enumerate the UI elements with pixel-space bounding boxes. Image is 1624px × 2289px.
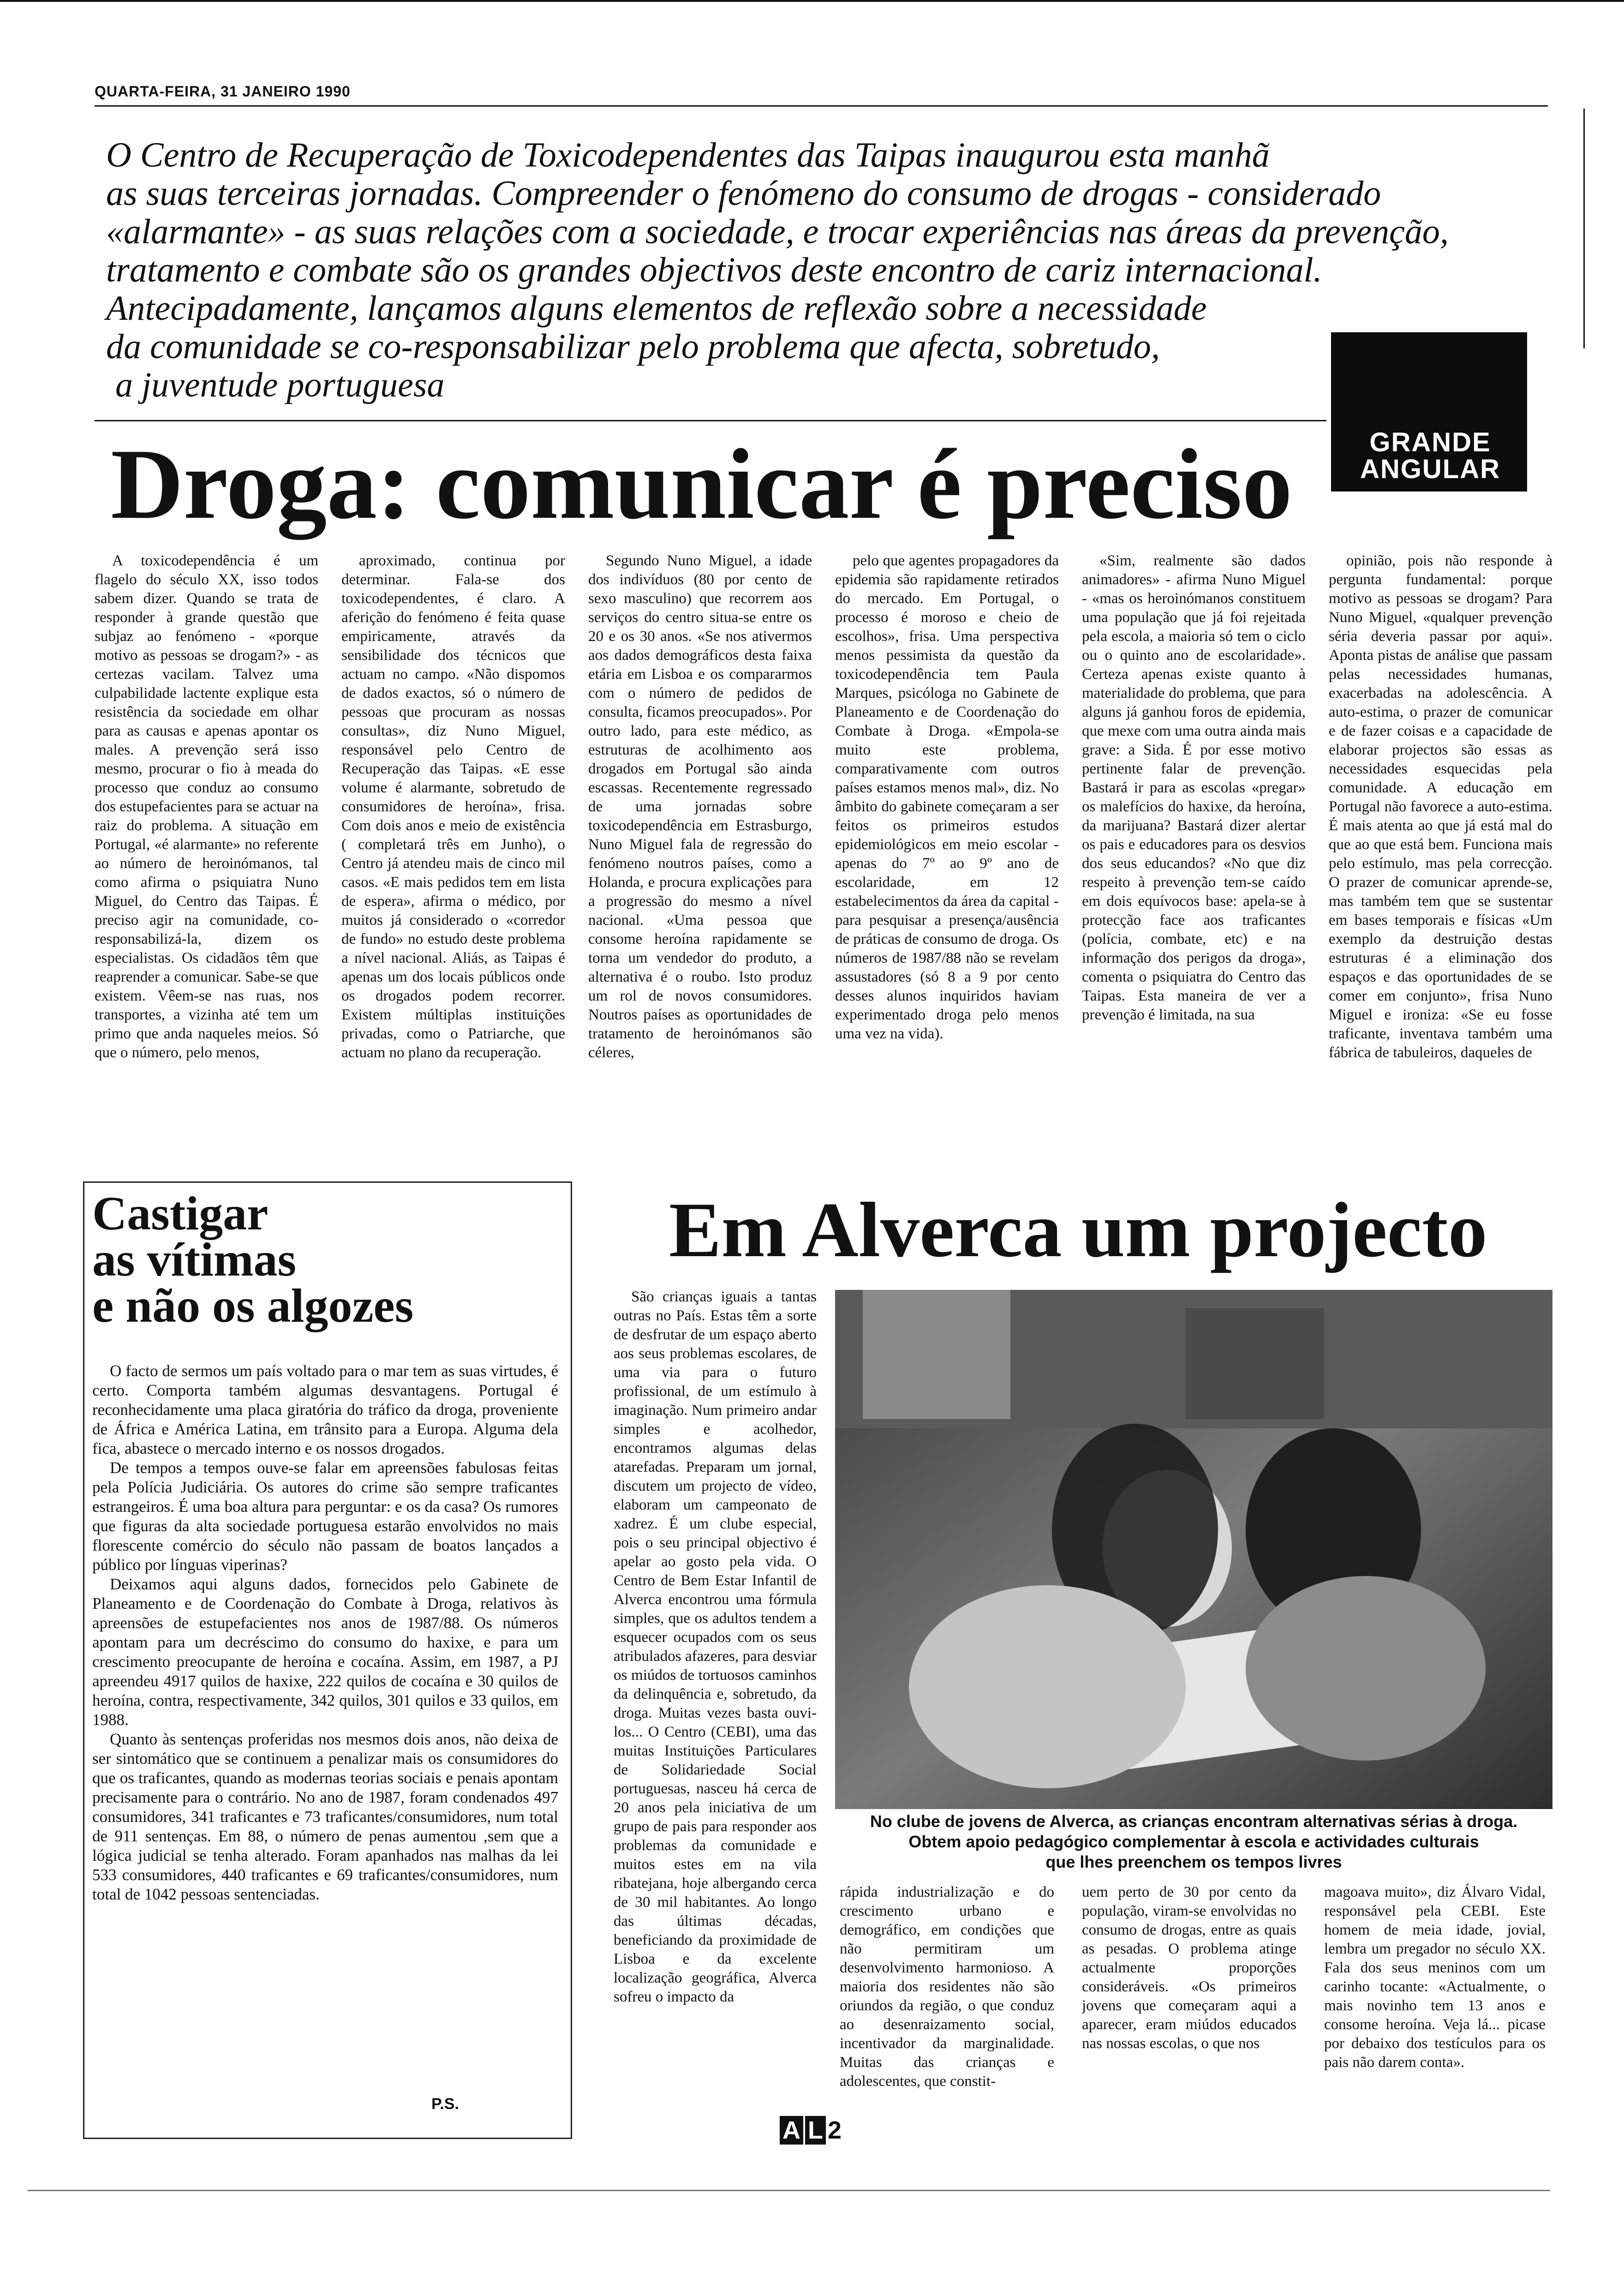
sidebar-headline bbox=[92, 1187, 554, 1332]
section-badge-line: GRANDE bbox=[1369, 427, 1491, 457]
article-text: Segundo Nuno Miguel, a idade dos indivíduos (80 por cento de sexo masculino) que recorrem aos serviços do centro situa-se entre os 20 e os 30 anos. «Se nos ativermos aos dados demográficos desta faixa etária em Lisboa e os compararmos com o número de pedidos de consulta, ficamos preocupados». Por outro lado, para este médico, as estruturas de acolhimento aos drogados em Portugal são ainda escassas. Recentemente regressado de uma jornadas sobre toxicodependência em Estrasburgo, Nuno Miguel fala de regressão do fenómeno noutros países, como a Holanda, e procura explicações para a progressão do mesmo a nível nacional. «Uma pessoa que consome heroína rapidamente se torna um vendedor do produto, a alternativa é o roubo. Isto produz um rol de novos consumidores. Noutros países as oportunidades de tratamento de heroinómanos são céleres, bbox=[588, 552, 812, 1061]
main-headline: Droga: comunicar é preciso bbox=[111, 429, 1293, 540]
sidebar-paragraph: De tempos a tempos ouve-se falar em apreensões fabulosas feitas pela Polícia Judiciária. Os autores do crime são sempre traficantes estrangeiros. É uma boa altura para perguntar: e os da casa? Os rumores que figuras da alta sociedade portuguesa estarão envolvidos no mais florescente comércio do século não passam de boatos lançados a público por línguas viperinas? bbox=[92, 1459, 558, 1574]
issue-date: QUARTA-FEIRA, 31 JANEIRO 1990 bbox=[95, 83, 351, 100]
sidebar-headline-line: e não os algozes bbox=[92, 1279, 414, 1332]
intro-line: as suas terceiras jornadas. Compreender o fenómeno do consumo de drogas - considerado bbox=[106, 174, 1381, 213]
article-column-3 bbox=[588, 551, 812, 1163]
sidebar-paragraph: Quanto às sentenças proferidas nos mesmos dois anos, não deixa de ser sintomático que se continuem a penalizar mais os consumidores do que os traficantes, quando as modernas teorias sociais e penais apontam precisamente para o contrário. No ano de 1987, foram condenados 497 consumidores, 341 traficantes e 73 traficantes/consumidores, num total de 911 sentenças. Em 88, o número de penas aumentou ,sem que a lógica judicial se tenha alterado. Foram apanhados nas malhas da lei 533 consumidores, 440 traficantes e 69 traficantes/consumidores, num total de 1042 pessoas sentenciadas. bbox=[92, 1730, 558, 1903]
page-folio bbox=[780, 2116, 842, 2145]
intro-line: «alarmante» - as suas relações com a sociedade, e trocar experiências nas áreas da prevenção, bbox=[106, 212, 1449, 251]
main-article-columns bbox=[95, 551, 1552, 1163]
sidebar-paragraph: Deixamos aqui alguns dados, fornecidos pelo Gabinete de Planeamento e de Coordenação do Combate à Droga, relativos às apreensões de estupefacientes nos anos de 1987/88. Os números apontam para um decréscimo do consumo do haxixe, e para um crescimento preocupante de heroína e cocaína. Assim, em 1987, a PJ apreendeu 4917 quilos de haxixe, 222 quilos de cocaína e 30 quilos de heroína, contra, respectivamente, 342 quilos, 301 quilos e 33 quilos, em 1988. bbox=[92, 1575, 558, 1729]
article-text: uem perto de 30 por cento da população, viram-se envolvidas no consumo de drogas, entre as quais as pesadas. O problema atinge actualmente proporções consideráveis. «Os primeiros jovens que começaram aqui a aparecer, eram miúdos educados nas nossas escolas, o que nos bbox=[1082, 1884, 1296, 2052]
sidebar-body bbox=[92, 1361, 558, 2074]
intro-right-rule bbox=[1583, 108, 1585, 348]
second-article-column-1 bbox=[614, 1288, 817, 2109]
article-text: magoava muito», diz Álvaro Vidal, responsável pela CEBI. Este homem de meia idade, jovial, lembra um pregador no século XX. Fala dos seus meninos com um carinho tocante: «Actualmente, o mais novinho tem 13 anos e consome heroína. Veja lá... picase por debaixo dos testículos para os pais não darem conta». bbox=[1324, 1884, 1546, 2071]
article-column-4 bbox=[835, 551, 1059, 1163]
bottom-scan-rule bbox=[28, 2190, 1550, 2191]
intro-line: a juventude portuguesa bbox=[115, 366, 445, 404]
section-badge-line: ANGULAR bbox=[1360, 454, 1500, 484]
article-column-1 bbox=[95, 551, 318, 1163]
logo-letter: A bbox=[780, 2116, 803, 2145]
article-column-6 bbox=[1329, 551, 1552, 1163]
caption-line: Obtem apoio pedagógico complementar à escola e actividades culturais bbox=[908, 1832, 1479, 1851]
caption-line: que lhes preenchem os tempos livres bbox=[1045, 1852, 1342, 1871]
photo-illustration bbox=[835, 1290, 1552, 1809]
second-article-column-4 bbox=[1324, 1883, 1546, 2118]
article-text: opinião, pois não responde à pergunta fundamental: porque motivo as pessoas se drogam? Para Nuno Miguel, «qualquer prevenção séria deveria passar por aqui». Aponta pistas de análise que passam pelas necessidades humanas, exacerbadas na adolescência. A auto-estima, o prazer de comunicar e de fazer coisas e a capacidade de elaborar projectos são essas as necessidades esquecidas pela comunidade. A educação em Portugal não favorece a auto-estima. É mais atenta ao que já está mal do que ao que está bem. Funciona mais pelo estímulo, mas pela correcção. O prazer de comunicar aprende-se, mas também tem que se sustentar em bases temporais e físicas «Um exemplo da destruição destas estruturas é a eliminação dos espaços e das oportunidades de se comer em conjunto», frisa Nuno Miguel e ironiza: «Se eu fosse traficante, inventava também uma fábrica de tabuleiros, daqueles de bbox=[1329, 552, 1552, 1061]
second-headline: Em Alverca um projecto bbox=[669, 1186, 1487, 1273]
logo-letter: L bbox=[805, 2116, 826, 2145]
article-text: «Sim, realmente são dados animadores» - afirma Nuno Miguel - «mas os heroinómanos constituem uma população que já foi rejeitada pela escola, a maioria só tem o ciclo ou o quinto ano de escolaridade». Certeza apenas existe quanto à materialidade do problema, que para alguns já ganhou foros de epidemia, que mexe com uma outra ainda mais grave: a Sida. É por esse motivo pertinente falar de prevenção. Bastará ir para as escolas «pregar» os malefícios do haxixe, da heroína, da marijuana? Bastará dizer alertar os pais e educadores para os desvios dos seus educandos? «No que diz respeito à prevenção tem-se caído em dois equívocos base: apela-se à protecção face aos traficantes (polícia, combate, etc) e na informação dos perigos da droga», comenta o psiquiatra do Centro das Taipas. Esta maneira de ver a prevenção é limitada, na sua bbox=[1082, 552, 1306, 1023]
second-article-column-2 bbox=[840, 1883, 1054, 2118]
sidebar-headline-line: as vítimas bbox=[92, 1233, 296, 1286]
header-rule bbox=[95, 105, 1548, 107]
sidebar-headline-line: Castigar bbox=[92, 1187, 269, 1240]
photo-children-studying bbox=[835, 1290, 1552, 1809]
sidebar-signature: P.S. bbox=[431, 2095, 459, 2113]
article-text: A toxicodependência é um flagelo do século XX, isso todos sabem dizer. Quando se trata de responder à grande questão que subjaz ao fenómeno - «porque motivo as pessoas se drogam?» - as certezas vacilam. Talvez uma culpabilidade lactente explique esta resistência da sociedade em olhar para as causas e apenas apontar os males. A prevenção será isso mesmo, procurar o fio à meada do processo que conduz ao consumo dos estupefacientes para se actuar na raiz do problema. A situação em Portugal, «é alarmante» no referente ao número de heroinómanos, tal como afirma o psiquiatra Nuno Miguel, do Centro das Taipas. É preciso agir na comunidade, co-responsabilizá-la, dizem os especialistas. Os cidadãos têm que reaprender a comunicar. Sabe-se que existem. Vêem-se nas ruas, nos transportes, a vizinha até tem um primo que anda naqueles meios. Só que o número, pelo menos, bbox=[95, 552, 318, 1061]
intro-line: tratamento e combate são os grandes objectivos deste encontro de cariz internacional. bbox=[106, 251, 1322, 289]
top-border-rule bbox=[0, 0, 1624, 2]
article-text: pelo que agentes propagadores da epidemia são rapidamente retirados do mercado. Em Portugal, o processo é moroso e cheio de escolhos», frisa. Uma perspectiva menos pessimista da questão da toxicodependência tem Paula Marques, psicóloga no Gabinete de Planeamento e de Coordenação do Combate à Droga. «Empola-se muito este problema, comparativamente com outros países estamos menos mal», diz. No âmbito do gabinete começaram a ser feitos os primeiros estudos epidemiológicos em meio escolar - apenas do 7º ao 9º ano de escolaridade, em 12 estabelecimentos da área da capital - para pesquisar a presença/ausência de práticas de consumo de droga. Os números de 1987/88 não se revelam assustadores (só 8 a 9 por cento desses alunos inquiridos haviam experimentado droga pelo menos uma vez na vida). bbox=[835, 552, 1059, 1042]
page-number: 2 bbox=[828, 2116, 842, 2144]
second-article-column-3 bbox=[1082, 1883, 1296, 2118]
article-text: rápida industrialização e do crescimento urbano e demográfico, em condições que não permitiram um desenvolvimento harmonioso. A maioria dos residentes não são oriundos da região, o que conduz ao desenraizamento social, incentivador da marginalidade. Muitas das crianças e adolescentes, que constit- bbox=[840, 1884, 1054, 2090]
intro-bottom-rule bbox=[95, 420, 1326, 421]
intro-line: da comunidade se co-responsabilizar pelo problema que afecta, sobretudo, bbox=[106, 327, 1160, 366]
section-badge-label bbox=[1333, 429, 1527, 483]
photo-caption bbox=[835, 1811, 1552, 1872]
article-text: São crianças iguais a tantas outras no País. Estas têm a sorte de desfrutar de um espaço aberto aos seus problemas escolares, de uma via para o futuro profissional, de um estímulo à imaginação. Num primeiro andar simples e acolhedor, encontramos algumas delas atarefadas. Preparam um jornal, discutem um projecto de vídeo, elaboram um campeonato de xadrez. É um clube especial, pois o seu principal objectivo é apelar ao gosto pela vida. O Centro de Bem Estar Infantil de Alverca encontrou uma fórmula simples, que os adultos tendem a esquecer ocupados com os seus atribulados afazeres, para desviar os miúdos de tortuosos caminhos da delinquência e, sobretudo, da droga. Muitas vezes basta ouvi-los... O Centro (CEBI), uma das muitas Instituições Particulares de Solidariedade Social portuguesas, nasceu há cerca de 20 anos pela iniciativa de um grupo de pais para responder aos problemas da comunidade e muitos estes em na vila ribatejana, hoje albergando cerca de 30 mil habitantes. Ao longo das últimas décadas, beneficiando da proximidade de Lisboa e da excelente localização geográfica, Alverca sofreu o impacto da bbox=[614, 1288, 817, 2005]
caption-line: No clube de jovens de Alverca, as crianças encontram alternativas sérias à droga. bbox=[870, 1812, 1518, 1831]
article-column-2 bbox=[341, 551, 565, 1163]
article-column-5 bbox=[1082, 551, 1306, 1163]
intro-line: Antecipadamente, lançamos alguns elementos de reflexão sobre a necessidade bbox=[106, 289, 1207, 328]
intro-line: O Centro de Recuperação de Toxicodependentes das Taipas inaugurou esta manhã bbox=[106, 136, 1270, 174]
sidebar-paragraph: O facto de sermos um país voltado para o mar tem as suas virtudes, é certo. Comporta também algumas desvantagens. Portugal é reconhecidamente uma placa giratória do tráfico da droga, proveniente de África e América Latina, em trânsito para a Europa. Alguma dela fica, abastece o mercado interno e os nossos drogados. bbox=[92, 1362, 558, 1457]
article-text: aproximado, continua por determinar. Fala-se dos toxicodependentes, é claro. A aferição do fenómeno é feita quase empiricamente, através da sensibilidade dos técnicos que actuam no campo. «Não dispomos de dados exactos, só o número de pessoas que procuram as nossas consultas», diz Nuno Miguel, responsável pelo Centro de Recuperação das Taipas. «E esse volume é alarmante, sobretudo de consumidores de heroína», frisa. Com dois anos e meio de existência ( completará três em Junho), o Centro já atendeu mais de cinco mil casos. «E mais pedidos tem em lista de espera», afirma o médico, por muitos já considerado o «corredor de fundo» no estudo deste problema a nível nacional. Aliás, as Taipas é apenas um dos locais públicos onde os drogados podem recorrer. Existem múltiplas instituições privadas, como o Patriarche, que actuam no plano da recuperação. bbox=[341, 552, 565, 1061]
